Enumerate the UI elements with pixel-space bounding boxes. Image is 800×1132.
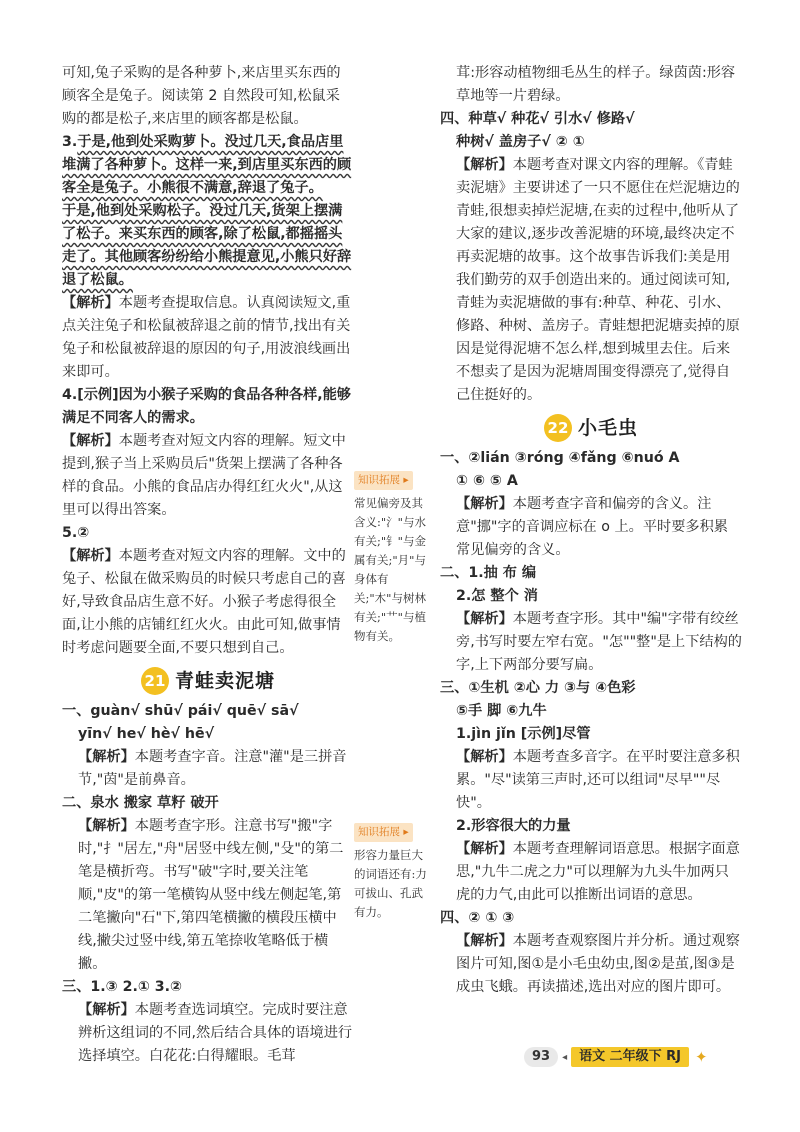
s21-q4-row1: 四、种草√ 种花√ 引水√ 修路√: [440, 111, 635, 127]
s21-q3-analysis: 【解析】本题考查选词填空。完成时要注意辨析这组词的不同,然后结合具体的语境进行选择填空。白花花:白得耀眼。毛茸: [78, 1002, 353, 1064]
sidebar-note-text: 形容力量巨大的词语还有:力可拔山、孔武有力。: [354, 848, 427, 919]
section-22-header: [440, 413, 742, 443]
s21-q1-row1: 一、guàn√ shū√ pái√ quē√ sā√: [62, 703, 299, 719]
s22-q3-2-analysis: 【解析】本题考查理解词语意思。根据字面意思,"九牛二虎之力"可以理解为九头牛加两只虎的力气,由此可以推断出词语的意思。: [456, 841, 740, 903]
q4-analysis: 【解析】本题考查对短文内容的理解。短文中提到,猴子当上采购员后"货架上摆满了各种各样的食品。小熊的食品店办得红红火火",从这里可以得出答案。: [62, 433, 346, 518]
section-number-badge: 22: [544, 414, 572, 442]
s21-q1-row2: yīn√ he√ hè√ hē√: [78, 726, 215, 742]
s21-q4-row2: 种树√ 盖房子√ ② ①: [456, 134, 585, 150]
s22-q3-1-analysis: 【解析】本题考查多音字。在平时要注意多积累。"尽"读第三声时,还可以组词"尽早""尽快"。: [456, 749, 740, 811]
s21-q3: 三、1.③ 2.① 3.②: [62, 979, 183, 995]
sidebar-note-text: 常见偏旁及其含义:"氵"与水有关;"钅"与金属有关;"月"与身体有关;"木"与树林有关;"艹"与植物有关。: [354, 496, 426, 643]
knowledge-tag: 知识拓展 ▸: [354, 823, 413, 842]
q3-analysis: 【解析】本题考查提取信息。认真阅读短文,重点关注兔子和松鼠被辞退之前的情节,找出有关兔子和松鼠被辞退的原因的句子,用波浪线画出来即可。: [62, 295, 351, 380]
s22-q3-row1: 三、①生机 ②心 力 ③与 ④色彩: [440, 680, 636, 696]
sidebar-note-1: [354, 470, 428, 646]
s22-q1-row1: 一、②lián ③róng ④fǎng ⑥nuó A: [440, 450, 680, 466]
s21-q2-analysis: 【解析】本题考查字形。注意书写"搬"字时,"扌"居左,"舟"居竖中线左侧,"殳"的第二笔是横折弯。书写"破"字时,要关注笔顺,"皮"的第一笔横钩从竖中线左侧起笔,第二笔撇向"石"下,第四笔横撇的横段压横中线,撇尖过竖中线,第五笔捺收笔略低于横撇。: [78, 818, 344, 972]
s22-q2-row1: 二、1.抽 布 编: [440, 565, 537, 581]
s22-q4: 四、② ① ③: [440, 910, 515, 926]
section-number-badge: 21: [141, 667, 169, 695]
q5-answer: 5.②: [62, 525, 90, 541]
q3-answer-2: 于是,他到处采购松子。没过几天,货架上摆满了松子。来买东西的顾客,除了松鼠,都摇摇头走了。其他顾客纷纷给小熊提意见,小熊只好辞退了松鼠。: [62, 203, 352, 288]
right-column: [440, 62, 742, 999]
s22-q2-row2: 2.怎 整个 消: [456, 588, 538, 604]
section-title: 青蛙卖泥塘: [174, 669, 275, 692]
s22-q3-2: 2.形容很大的力量: [456, 818, 571, 834]
s22-q1-analysis: 【解析】本题考查字音和偏旁的含义。注意"挪"字的音调应标在 o 上。平时要多积累常见偏旁的含义。: [456, 496, 728, 558]
page-footer: [524, 1046, 708, 1068]
s22-q3-1: 1.jìn jǐn [示例]尽管: [456, 726, 591, 742]
s21-q1-analysis: 【解析】本题考查字音。注意"灌"是三拼音节,"茵"是前鼻音。: [78, 749, 347, 788]
knowledge-tag: 知识拓展 ▸: [354, 471, 413, 490]
section-title: 小毛虫: [577, 416, 638, 439]
continued-text: 茸:形容动植物细毛丛生的样子。绿茵茵:形容草地等一片碧绿。: [456, 65, 736, 104]
s21-q2: 二、泉水 搬家 草籽 破开: [62, 795, 219, 811]
paragraph: 可知,兔子采购的是各种萝卜,来店里买东西的顾客全是兔子。阅读第 2 自然段可知,松鼠采购的都是松子,来店里的顾客都是松鼠。: [62, 65, 341, 127]
section-21-header: [62, 666, 354, 696]
s22-q3-row2: ⑤手 脚 ⑥九牛: [456, 703, 547, 719]
arrow-left-icon: ◂: [562, 1051, 568, 1063]
s22-q2-analysis: 【解析】本题考查字形。其中"编"字带有绞丝旁,书写时要左窄右宽。"怎""整"是上下结构的字,上下两部分要写扁。: [456, 611, 742, 673]
s21-q4-analysis: 【解析】本题考查对课文内容的理解。《青蛙卖泥塘》主要讲述了一只不愿住在烂泥塘边的青蛙,很想卖掉烂泥塘,在卖的过程中,他听从了大家的建议,逐步改善泥塘的环境,最终决定不再卖泥塘的故事。这个故事告诉我们:美是用我们勤劳的双手创造出来的。通过阅读可知,青蛙为卖泥塘做的事有:种草、种花、引水、修路、种树、盖房子。青蛙想把泥塘卖掉的原因是觉得泥塘不怎么样,想到城里去住。后来不想卖了是因为泥塘周围变得漂亮了,觉得自己住挺好的。: [456, 157, 740, 403]
page-number: 93: [524, 1047, 558, 1067]
book-label: 语文 二年级下 RJ: [571, 1047, 689, 1067]
q4-answer: 4.[示例]因为小猴子采购的食品各种各样,能够满足不同客人的需求。: [62, 387, 351, 426]
sidebar-note-2: [354, 822, 428, 922]
s22-q1-row2: ① ⑥ ⑤ A: [456, 473, 518, 489]
q3-answer: 3.于是,他到处采购萝卜。没过几天,食品店里堆满了各种萝卜。这样一来,到店里买东西的顾客全是兔子。小熊很不满意,辞退了兔子。: [62, 134, 352, 196]
s22-q4-analysis: 【解析】本题考查观察图片并分析。通过观察图片可知,图①是小毛虫幼虫,图②是茧,图③是成虫飞蛾。再读描述,选出对应的图片即可。: [456, 933, 740, 995]
q5-analysis: 【解析】本题考查对短文内容的理解。文中的兔子、松鼠在做采购员的时候只考虑自己的喜好,导致食品店生意不好。小猴子考虑得很全面,让小熊的店铺红红火火。由此可知,做事情时考虑问题要全面,不要只想到自己。: [62, 548, 346, 656]
left-column: [62, 62, 354, 1068]
maple-leaf-icon: ✦: [695, 1048, 708, 1066]
